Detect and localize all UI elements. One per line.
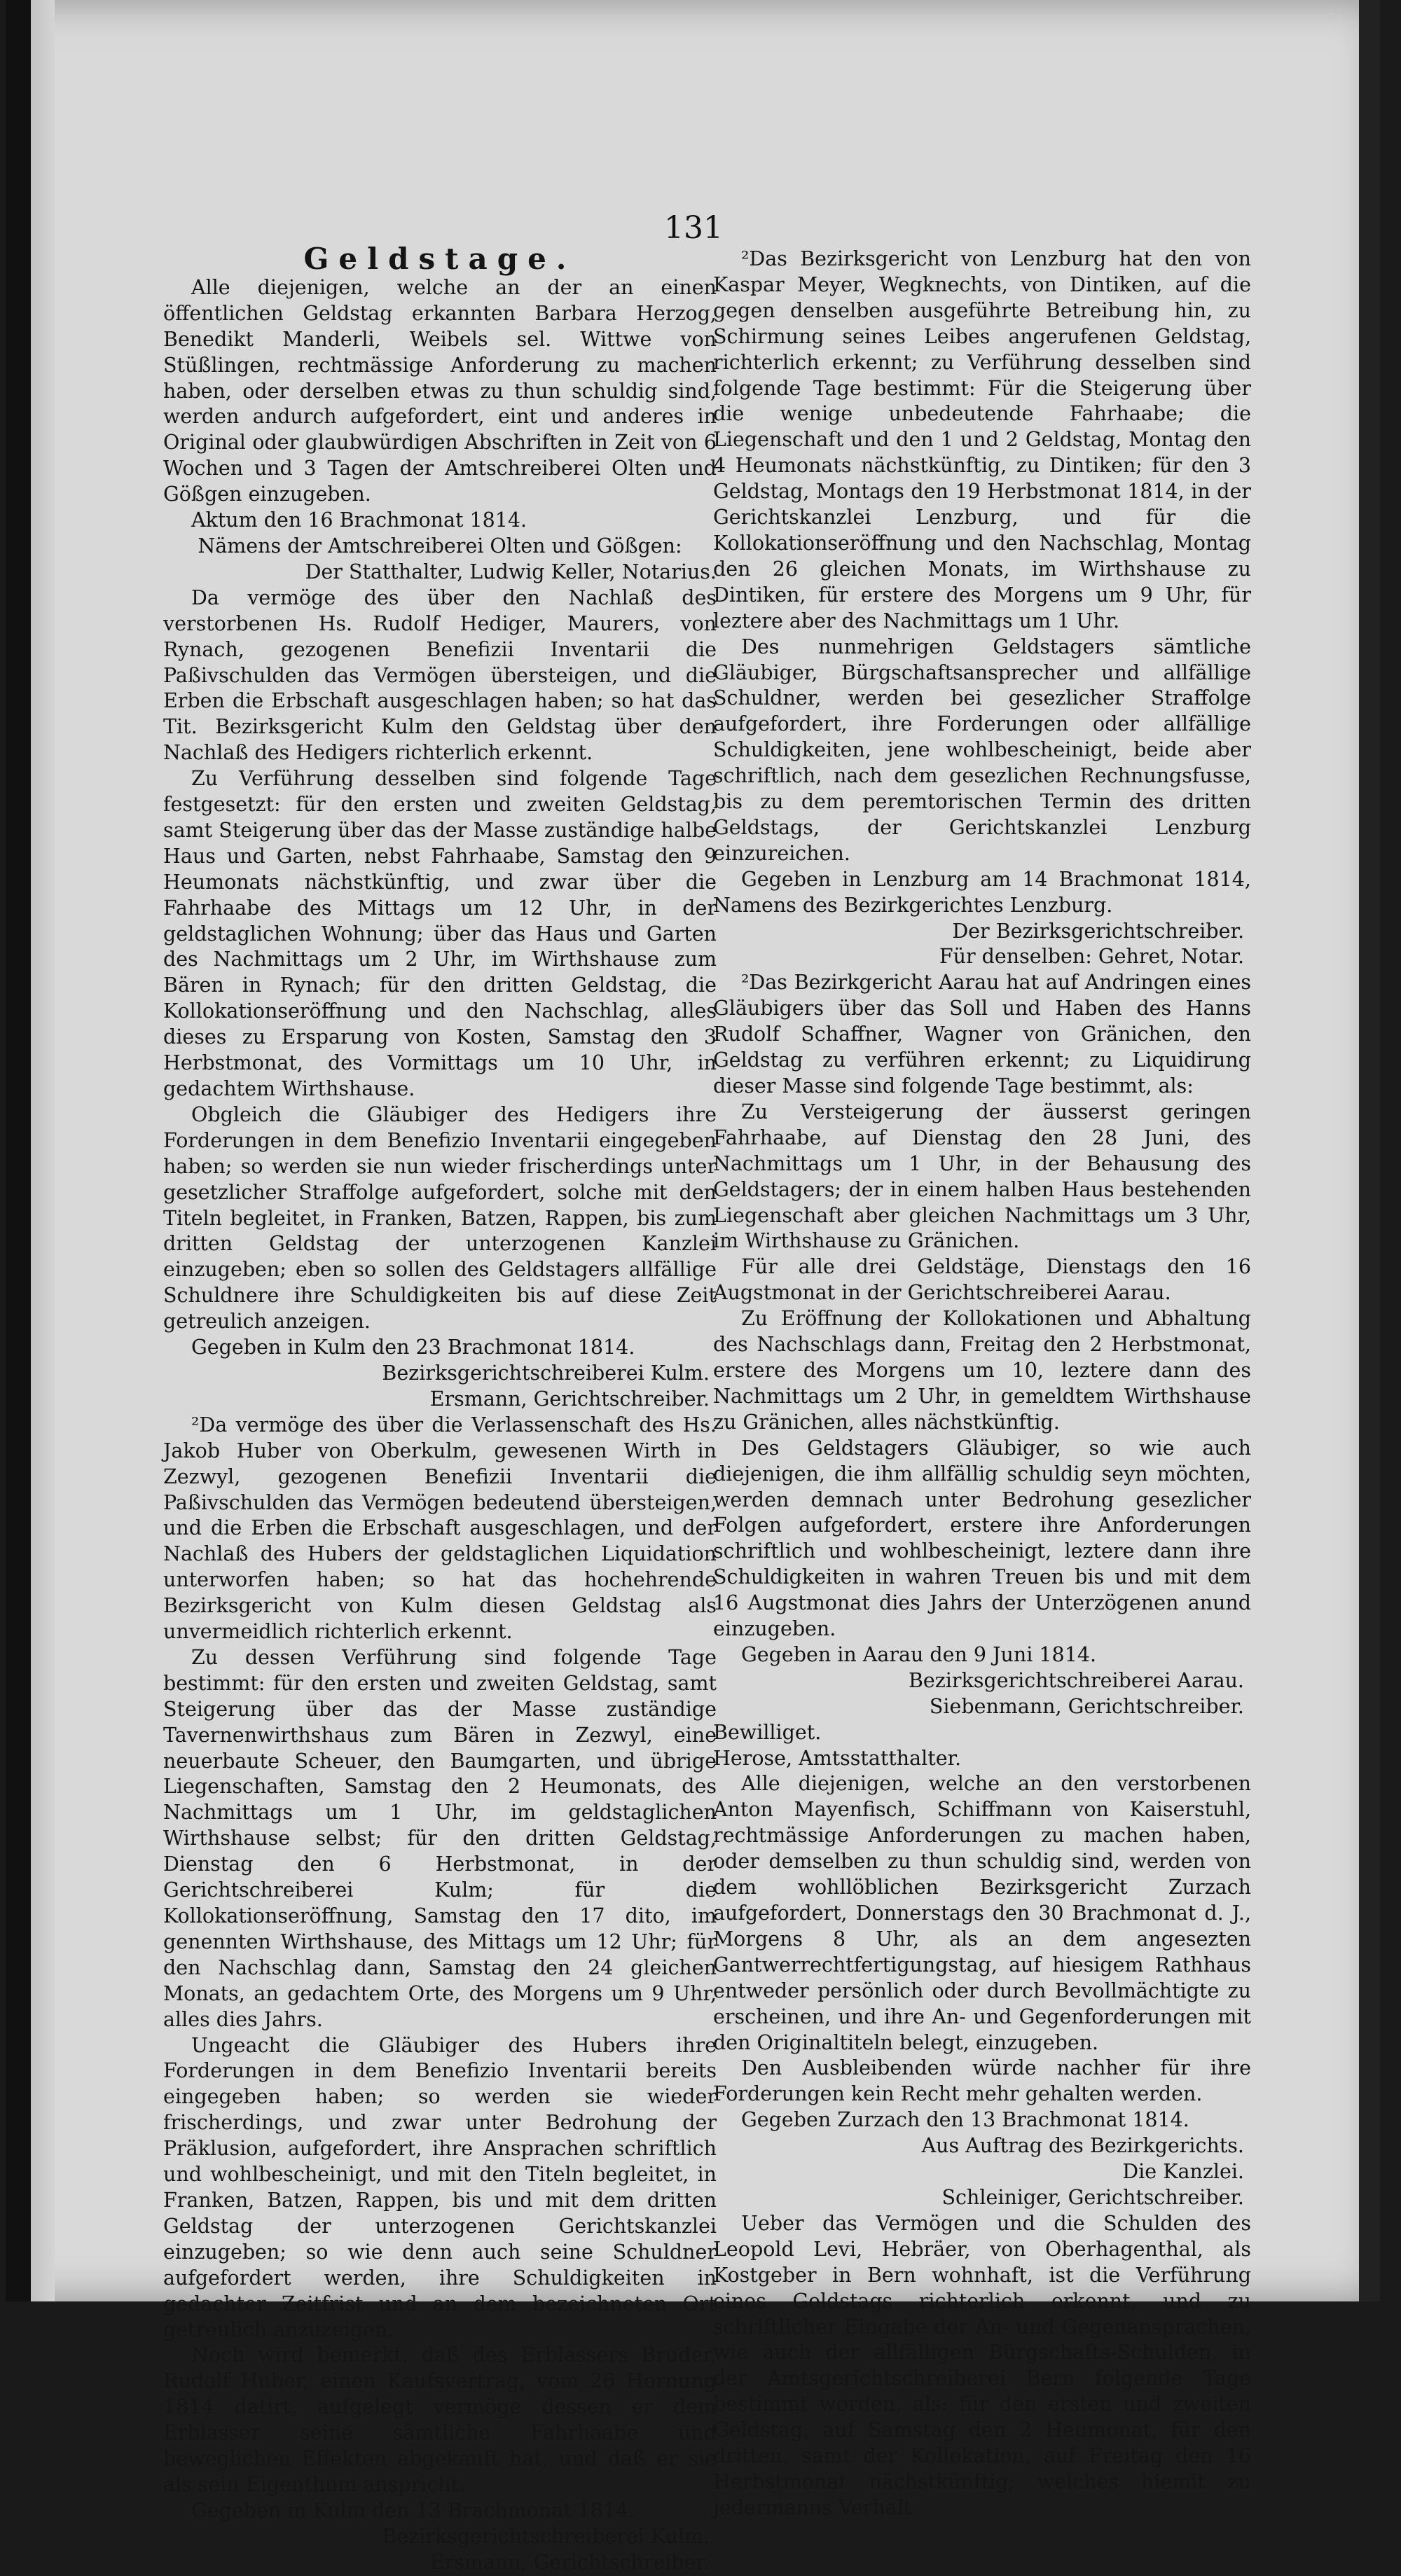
notice-paragraph: Aus Auftrag des Bezirkgerichts. [921, 2134, 1244, 2158]
notice-paragraph: Gegeben in Kulm den 13 Brachmonat 1814. [191, 2498, 635, 2522]
notice-paragraph: Bewilliget. [713, 1720, 822, 1744]
notice-paragraph: Zu Verführung desselben sind folgende Tage festgesetzt: für den ersten und zweiten Geldstag, samt Steigerung über das der Masse zuständige halbe Haus und Garten, nebst Fahrhaabe, Samstag den 9 Heumonats nächstkünftig, und zwar über die Fahrhaabe des Mittags um 12 Uhr, in der geldstaglichen Wohnung; über das Haus und Garten des Nachmittags um 2 Uhr, im Wirthshause zum Bären in Rynach; für den dritten Geldstag, die Kollokationseröffnung und den Nachschlag, alles dieses zu Ersparung von Kosten, Samstag den 3 Herbstmonat, des Vormittags um 10 Uhr, in gedachtem Wirthshause. [163, 767, 717, 1100]
notice-paragraph: Des nunmehrigen Geldstagers sämtliche Gläubiger, Bürgschaftsansprecher und allfällige Schuldner, werden bei gesezlicher Straffolge aufgefordert, ihre Forderungen oder allfällige Schuldigkeiten, jene wohlbescheinigt, beide aber schriftlich, nach dem gesezlichen Rechnungsfusse, bis zu dem peremtorischen Termin des dritten Geldstags, der Gerichtskanzlei Lenzburg einzureichen. [713, 635, 1251, 865]
newspaper-page [6, 0, 1380, 2574]
notice-paragraph: Nämens der Amtschreiberei Olten und Gößgen: [198, 534, 682, 558]
notice-paragraph: Ersmann, Gerichtschreiber. [429, 1387, 710, 1411]
notice-paragraph: Aktum den 16 Brachmonat 1814. [191, 508, 527, 532]
notice-paragraph: Zu Eröffnung der Kollokationen und Abhaltung des Nachschlags dann, Freitag den 2 Herbstmonat, erstere des Morgens um 10, leztere dann des Nachmittags um 2 Uhr, in gemeldtem Wirthshause zu Gränichen, alles nächstkünftig. [713, 1307, 1251, 1434]
notice-paragraph: Gegeben in Lenzburg am 14 Brachmonat 1814, Namens des Bezirkgerichtes Lenzburg. [713, 867, 1251, 917]
notice-paragraph: Der Bezirksgerichtschreiber. [952, 919, 1244, 943]
notice-paragraph: Bezirksgerichtschreiberei Kulm. [382, 2524, 710, 2548]
notice-paragraph: Siebenmann, Gerichtschreiber. [929, 1694, 1244, 1718]
notice-paragraph: Herose, Amtsstatthalter. [713, 1746, 962, 1770]
notice-paragraph: Alle diejenigen, welche an der an einen öffentlichen Geldstag erkannten Barbara Herzog, Benedikt Manderli, Weibels sel. Wittwe von Stüßlingen, rechtmässige Anforderung zu machen haben, oder derselben etwas zu thun schuldig sind, werden andurch aufgefordert, eint und anderes in Original oder glaubwürdigen Abschriften in Zeit von 6 Wochen und 3 Tagen der Amtschreiberei Olten und Gößgen einzugeben. [163, 275, 717, 506]
notice-paragraph: Ueber das Vermögen und die Schulden des Leopold Levi, Hebräer, von Oberhagenthal, als Kostgeber in Bern wohnhaft, ist die Verführung eines Geldstags richterlich erkennt, und zu schriftlicher Eingabe der An- und Gegenansprachen, wie auch der allfälligen Bürgschafts-Schulden, in der Amtsgerichtschreiberei Bern folgende Tage bestimmt worden, als: für den ersten und zweiten Geldstag, auf Samstag den 2 Heumonat, für den dritten, samt der Kollokation, auf Freitag den 16 Herbstmonat nächstkünftig; welches hiemit zu jedermanns Verhalt [713, 2211, 1251, 2519]
section-title: Geldstage. [303, 242, 577, 276]
notice-paragraph: Den Ausbleibenden würde nachher für ihre Forderungen kein Recht mehr gehalten werden. [713, 2056, 1251, 2106]
notice-paragraph: Ungeacht die Gläubiger des Hubers ihre Forderungen in dem Benefizio Inventarii bereits eingegeben haben; so werden sie wieder frischerdings, und zwar unter Bedrohung der Präklusion, aufgefordert, ihre Ansprachen schriftlich und wohlbescheinigt, und mit den Titeln begleitet, in Franken, Batzen, Rappen, bis und mit dem dritten Geldstag der unterzogenen Gerichtskanzlei einzugeben; so wie denn auch seine Schuldner aufgefordert werden, ihre Schuldigkeiten in gedachter Zeitfrist und an dem bezeichneten Ort getreulich anzuzeigen. [163, 2033, 717, 2341]
notice-paragraph: ²Da vermöge des über die Verlassenschaft des Hs. Jakob Huber von Oberkulm, gewesenen Wirth in Zezwyl, gezogenen Benefizii Inventarii die Paßivschulden das Vermögen bedeutend übersteigen, und die Erben die Erbschaft ausgeschlagen, und der Nachlaß des Hubers der geldstaglichen Liquidation unterworfen haben; so hat das hochehrende Bezirksgericht von Kulm diesen Geldstag als unvermeidlich richterlich erkennt. [163, 1413, 717, 1644]
notice-paragraph: ²Das Bezirksgericht von Lenzburg hat den von Kaspar Meyer, Wegknechts, von Dintiken, auf die gegen denselben ausgeführte Betreibung hin, zu Schirmung seines Leibes angerufenen Geldstag, richterlich erkennt; zu Verführung desselben sind folgende Tage bestimmt: Für die Steigerung über die wenige unbedeutende Fahrhaabe; die Liegenschaft und den 1 und 2 Geldstag, Montag den 4 Heumonats nächstkünftig, zu Dintiken; für den 3 Geldstag, Montags den 19 Herbstmonat 1814, in der Gerichtskanzlei Lenzburg, und für die Kollokationseröffnung und den Nachschlag, Montag den 26 gleichen Monats, im Wirthshause zu Dintiken, für erstere des Morgens um 9 Uhr, für leztere aber des Nachmittags um 1 Uhr. [713, 247, 1251, 632]
notice-paragraph: Obgleich die Gläubiger des Hedigers ihre Forderungen in dem Benefizio Inventarii eingegeben haben; so werden sie nun wieder frischerdings unter gesetzlicher Straffolge aufgefordert, solche mit den Titeln begleitet, in Franken, Batzen, Rappen, bis zum dritten Geldstag der unterzogenen Kanzlei einzugeben; eben so sollen des Geldstagers allfällige Schuldnere ihre Schuldigkeiten bis auf diese Zeit getreulich anzeigen. [163, 1102, 717, 1334]
notice-paragraph: Noch wird bemerkt, daß des Erblassers Bruder, Rudolf Huber, einen Kaufsvertrag, vom 26 Hornung 1814 datirt, aufgelegt vermöge dessen er dem Erblasser seine sämtliche Fahrhaabe und beweglichen Effekten abgekauft hat, und daß er sie als sein Eigenthum anspricht. [163, 2343, 717, 2496]
notice-paragraph: Gegeben in Aarau den 9 Juni 1814. [741, 1642, 1097, 1666]
notice-paragraph: Des Geldstagers Gläubiger, so wie auch diejenigen, die ihm allfällig schuldig seyn möchten, werden demnach unter Bedrohung gesezlicher Folgen aufgefordert, erstere ihre Anforderungen schriftlich und wohlbescheinigt, leztere dann ihre Schuldigkeiten in wahren Treuen bis und mit dem 16 Augstmonat dies Jahrs der Unterzögenen anund einzugeben. [713, 1436, 1251, 1641]
right-column [713, 247, 1251, 2521]
notice-paragraph: Der Statthalter, Ludwig Keller, Notarius. [305, 560, 717, 583]
notice-paragraph: Ersmann, Gerichtschreiber. [429, 2550, 710, 2574]
notice-paragraph: Zu dessen Verführung sind folgende Tage bestimmt: für den ersten und zweiten Geldstag, samt Steigerung über das der Masse zuständige Tavernenwirthshaus zum Bären in Zezwyl, eine neuerbaute Scheuer, den Baumgarten, und übrige Liegenschaften, Samstag den 2 Heumonats, des Nachmittags um 1 Uhr, im geldstaglichen Wirthshause selbst; für den dritten Geldstag, Dienstag den 6 Herbstmonat, in der Gerichtschreiberei Kulm; für die Kollokationseröffnung, Samstag den 17 dito, im genennten Wirthshause, des Mittags um 12 Uhr; für den Nachschlag dann, Samstag den 24 gleichen Monats, an gedachtem Orte, des Morgens um 9 Uhr, alles dies Jahrs. [163, 1645, 717, 2031]
page-right-edge [1359, 0, 1380, 2301]
notice-paragraph: Die Kanzlei. [1122, 2160, 1244, 2184]
notice-paragraph: Für alle drei Geldstäge, Dienstags den 16 Augstmonat in der Gerichtschreiberei Aarau. [713, 1255, 1251, 1305]
page-number: 131 [664, 210, 723, 246]
notice-paragraph: Bezirksgerichtschreiberei Kulm. [382, 1361, 710, 1385]
notice-paragraph: Schleiniger, Gerichtschreiber. [941, 2185, 1244, 2209]
binding-edge [6, 0, 31, 2301]
notice-paragraph: Zu Versteigerung der äusserst geringen Fahrhaabe, auf Dienstag den 28 Juni, des Nachmittags um 1 Uhr, in der Behausung des Geldstagers; der in einem halben Haus bestehenden Liegenschaft aber gleichen Nachmittags um 3 Uhr, im Wirthshause zu Gränichen. [713, 1100, 1251, 1253]
notice-paragraph: Alle diejenigen, welche an den verstorbenen Anton Mayenfisch, Schiffmann von Kaiserstuhl, rechtmässige Anforderungen zu machen haben, oder demselben zu thun schuldig sind, werden von dem wohllöblichen Bezirksgericht Zurzach aufgefordert, Donnerstags den 30 Brachmonat d. J., Morgens 8 Uhr, als an dem angesezten Gantwerrechtfertigungstag, auf hiesigem Rathhaus entweder persönlich oder durch Bevollmächtigte zu erscheinen, und ihre An- und Gegenforderungen mit den Originaltiteln belegt, einzugeben. [713, 1772, 1251, 2054]
left-column [163, 242, 717, 2576]
notice-paragraph: Gegeben in Kulm den 23 Brachmonat 1814. [191, 1336, 635, 1359]
notice-paragraph: ²Das Bezirkgericht Aarau hat auf Andringen eines Gläubigers über das Soll und Haben des Hanns Rudolf Schaffner, Wagner von Gränichen, den Geldstag zu verführen erkennt; zu Liquidirung dieser Masse sind folgende Tage bestimmt, als: [713, 971, 1251, 1097]
notice-paragraph: Für denselben: Gehret, Notar. [939, 945, 1244, 969]
notice-paragraph: Gegeben Zurzach den 13 Brachmonat 1814. [741, 2108, 1189, 2132]
notice-paragraph: Bezirksgerichtschreiberei Aarau. [908, 1668, 1244, 1692]
notice-paragraph: Da vermöge des über den Nachlaß des verstorbenen Hs. Rudolf Hediger, Maurers, von Rynach, gezogenen Benefizii Inventarii die Paßivschulden das Vermögen übersteigen, und die Erben die Erbschaft ausgeschlagen haben; so hat das Tit. Bezirksgericht Kulm den Geldstag über den Nachlaß des Hedigers richterlich erkennt. [163, 586, 717, 765]
